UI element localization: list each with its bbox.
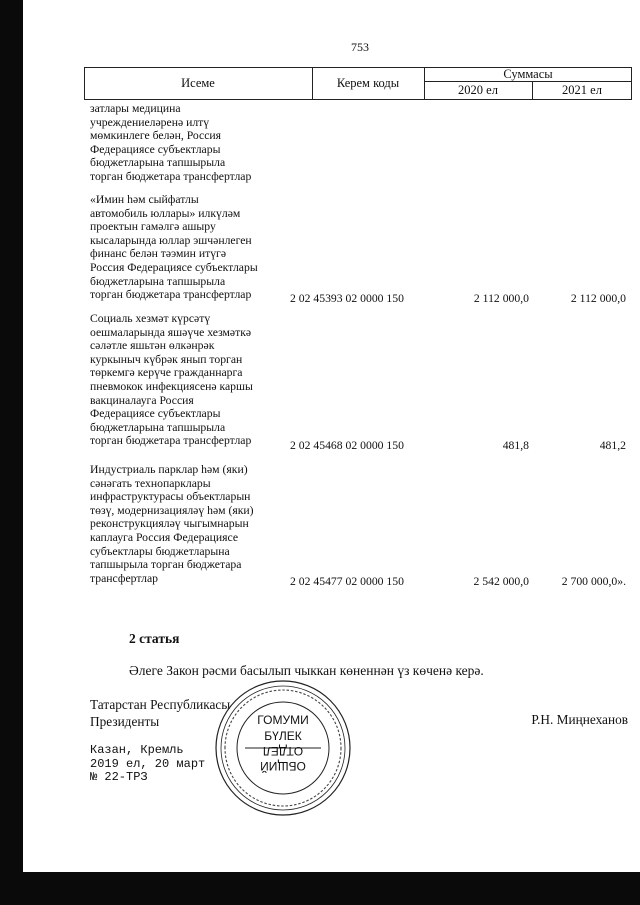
table-cell-amount-2021: 2 700 000,0». xyxy=(561,575,626,588)
law-number: № 22-ТРЗ xyxy=(90,770,148,784)
stamp-text: БҮЛЕК xyxy=(264,729,302,743)
table-row-name: Социаль хезмәт күрсәтү оешмаларында яшәүче хезмәткә сәләтле яшьтән өлкәнрәк куркыныч күбрәк янып торган төркемгә керүче гражданнарга пневмокок инфекциясенә каршы вакциналауга Россия Федерациясе субъектлары бюджетларына тапшырыла торган бюджетара трансфертлар xyxy=(90,312,253,448)
scan-left-edge xyxy=(0,0,23,905)
signatory-office-line: Татарстан Республикасы xyxy=(90,697,231,712)
table-row-name: Индустриаль парклар һәм (яки) сәнәгать технопарклары инфраструктурасы объектларын төзү, модернизацияләү һәм (яки) реконструкцияләү чыгымнарын каплауга Россия Федерациясе субъектлары бюджетларына тапшырыла торган бюджетара трансфертлар xyxy=(90,463,254,585)
stamp-text: ГОМУМИ xyxy=(257,713,309,727)
date: 2019 ел, 20 март xyxy=(90,756,206,771)
table-cell-code: 2 02 45468 02 0000 150 xyxy=(290,439,404,452)
table-row-name: затлары медицина учреждениеләренә илтү мөмкинлеге белән, Россия Федерациясе субъектлары бюджетларына тапшырыла торган бюджетара трансфертлар xyxy=(90,102,252,183)
table-cell-amount-2020: 481,8 xyxy=(502,439,529,452)
place: Казан, Кремль xyxy=(90,743,184,757)
official-stamp-icon xyxy=(213,678,353,818)
article-statement: Әлеге Закон рәсми басылып чыккан көненнән үз көченә керә. xyxy=(129,663,484,678)
table-cell-amount-2021: 481,2 xyxy=(599,439,626,452)
header-sums: Суммасы xyxy=(503,67,553,81)
article-heading: 2 статья xyxy=(129,631,180,646)
table-row-name: «Имин һәм сыйфатлы автомобиль юллары» илкүләм проектын гамәлгә ашыру кысаларында юллар эшчәнлеген финанс белән тәэмин итүгә Россия Федерациясе субъектлары бюджетларына тапшырыла торган бюджетара трансфертлар xyxy=(90,193,258,302)
signatory-office xyxy=(90,697,230,730)
page-number: 753 xyxy=(351,40,369,54)
table-header xyxy=(84,67,632,100)
table-cell-amount-2020: 2 542 000,0 xyxy=(473,575,529,588)
signatory-name: Р.Н. Миңнеханов xyxy=(531,712,628,727)
table-cell-code: 2 02 45393 02 0000 150 xyxy=(290,292,404,305)
header-code: Керем коды xyxy=(336,76,400,90)
stamp-text: ОБЩИЙ xyxy=(260,759,306,773)
header-name: Исеме xyxy=(181,76,215,90)
scan-bottom-edge xyxy=(0,872,640,905)
header-year-2020: 2020 ел xyxy=(458,83,498,97)
table-cell-amount-2020: 2 112 000,0 xyxy=(473,292,529,305)
header-year-2021: 2021 ел xyxy=(562,83,602,97)
stamp-text: ОТДЕЛ xyxy=(262,744,304,758)
table-cell-amount-2021: 2 112 000,0 xyxy=(570,292,626,305)
table-cell-code: 2 02 45477 02 0000 150 xyxy=(290,575,404,588)
signatory-office-line: Президенты xyxy=(90,713,160,729)
